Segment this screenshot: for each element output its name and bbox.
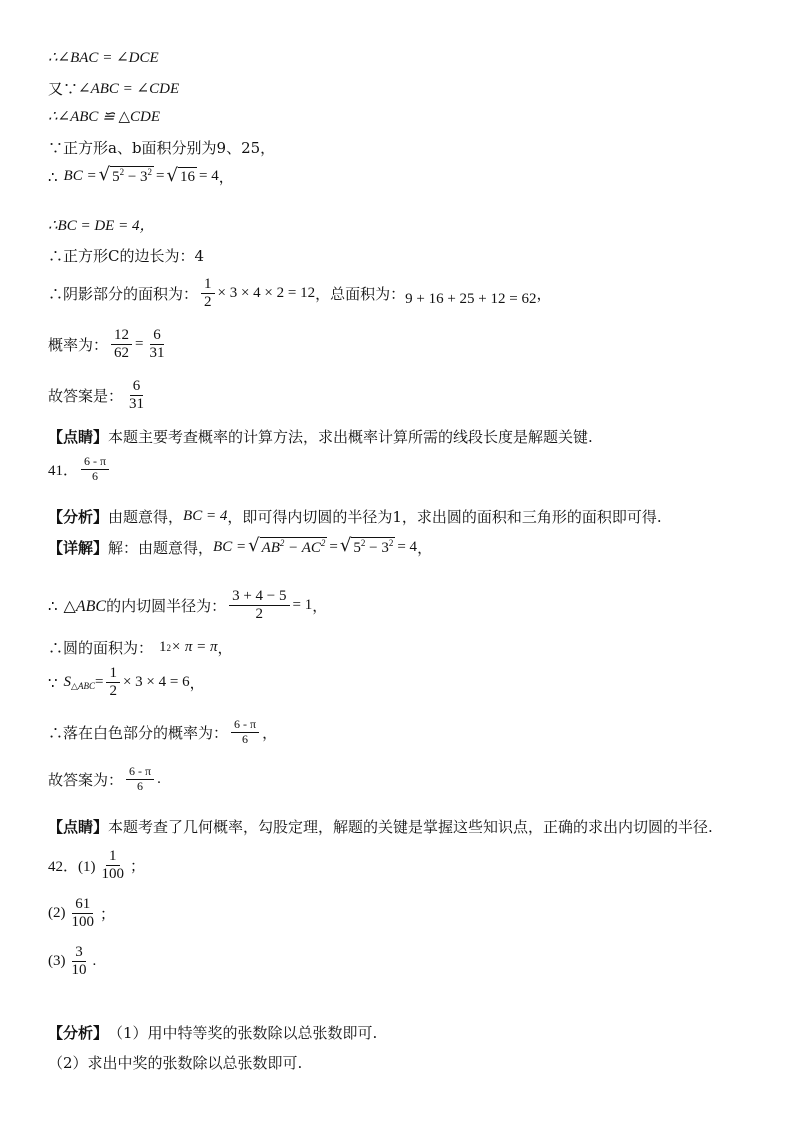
line-inradius: ∴ △ABC 的内切圆半径为： $\frac{3 + 4 - 5}{2}$ = 1 ， bbox=[48, 588, 328, 623]
line-congruent: ∴∠ABC ≌ △CDE bbox=[48, 109, 161, 125]
line-analysis-41: 【分析】 由题意得， BC = 4 ，即可得内切圆的半径为1，求出圆的面积和三角形的面积即可得. bbox=[48, 508, 662, 526]
line-q42-part3: (3) $\frac{3}{10}$ . bbox=[48, 944, 97, 979]
fraction-answer-41: $\frac{6 - \pi}{6}$ bbox=[126, 765, 154, 794]
fraction-white-prob: $\frac{6 - \pi}{6}$ bbox=[231, 718, 259, 747]
line-bc-de: ∴BC = DE = 4， bbox=[48, 218, 155, 234]
line-bc-sqrt: ∴ BC = √ $5^2 - 3^2$ = √ 16 = 4 ， bbox=[48, 164, 234, 187]
line-answer: 故答案是： $\frac{6}{31}$ bbox=[48, 378, 150, 414]
line-comment-1: 【点睛】 本题主要考查概率的计算方法，求出概率计算所需的线段长度是解题关键. bbox=[48, 428, 593, 446]
line-q42-part1: 42．(1) $\frac{1}{100}$ ； bbox=[48, 848, 146, 883]
sqrt-16: √ 16 bbox=[166, 164, 195, 186]
fraction-half: $\frac{1}{2}$ bbox=[201, 276, 215, 312]
line-angle-bac: ∴∠BAC = ∠DCE bbox=[48, 50, 159, 66]
fraction-6-31: $\frac{6}{31}$ bbox=[149, 327, 165, 362]
line-circle-area: ∴圆的面积为： 1 2 × π = π ， bbox=[48, 639, 233, 657]
fraction-triangle-half: $\frac{1}{2}$ bbox=[106, 665, 120, 701]
line-q42-part2: (2) $\frac{61}{100}$ ； bbox=[48, 896, 116, 931]
sqrt-5-3: √ $5^2 - 3^2$ bbox=[340, 537, 395, 559]
fraction-3-10: $\frac{3}{10}$ bbox=[71, 944, 87, 979]
line-square-areas: ∵正方形a、b面积分别为9、25， bbox=[48, 139, 276, 157]
line-shaded-area: ∴阴影部分的面积为： $\frac{1}{2}$ × 3 × 4 × 2 = 12 ，总面积为： 9 + 16 + 25 + 12 = 62 ， bbox=[48, 276, 552, 311]
fraction-6-pi: $\frac{6 - \pi}{6}$ bbox=[81, 455, 109, 484]
fraction-12-62: $\frac{12}{62}$ bbox=[111, 327, 132, 363]
line-analysis-42-1: 【分析】 （1）用中特等奖的张数除以总张数即可. bbox=[48, 1024, 378, 1042]
sqrt-expression: √ $5^2 - 3^2$ bbox=[99, 166, 154, 188]
line-detail-41: 【详解】 解：由题意得， BC = √ $AB^2 - AC^2$ = √ $5^2 - 3^2$ = 4 ， bbox=[48, 535, 433, 558]
line-answer-41: 故答案为： $\frac{6 - \pi}{6}$ . bbox=[48, 764, 161, 793]
line-q41-answer: 41． $\frac{6 - \pi}{6}$ bbox=[48, 455, 112, 484]
line-triangle-area: ∵ S △ABC = $\frac{1}{2}$ × 3 × 4 = 6 ， bbox=[48, 665, 205, 700]
line-comment-41: 【点睛】 本题考查了几何概率，勾股定理，解题的关键是掌握这些知识点，正确的求出内切圆的半径. bbox=[48, 818, 713, 836]
line-probability: 概率为： $\frac{12}{62}$ = $\frac{6}{31}$ bbox=[48, 327, 170, 363]
line-white-probability: ∴落在白色部分的概率为： $\frac{6 - \pi}{6}$ ， bbox=[48, 717, 278, 746]
fraction-inradius: $\frac{3 + 4 - 5}{2}$ bbox=[229, 588, 289, 624]
fraction-61-100: $\frac{61}{100}$ bbox=[71, 896, 94, 931]
line-square-c-side: ∴正方形C的边长为：4 bbox=[48, 247, 205, 265]
line-angle-abc: 又∵ ∠ABC = ∠CDE bbox=[48, 80, 180, 98]
line-analysis-42-2: （2）求出中奖的张数除以总张数即可. bbox=[48, 1054, 303, 1072]
sqrt-ab-ac: √ $AB^2 - AC^2$ bbox=[248, 537, 327, 559]
fraction-1-100: $\frac{1}{100}$ bbox=[101, 848, 124, 883]
fraction-answer: $\frac{6}{31}$ bbox=[129, 378, 145, 413]
